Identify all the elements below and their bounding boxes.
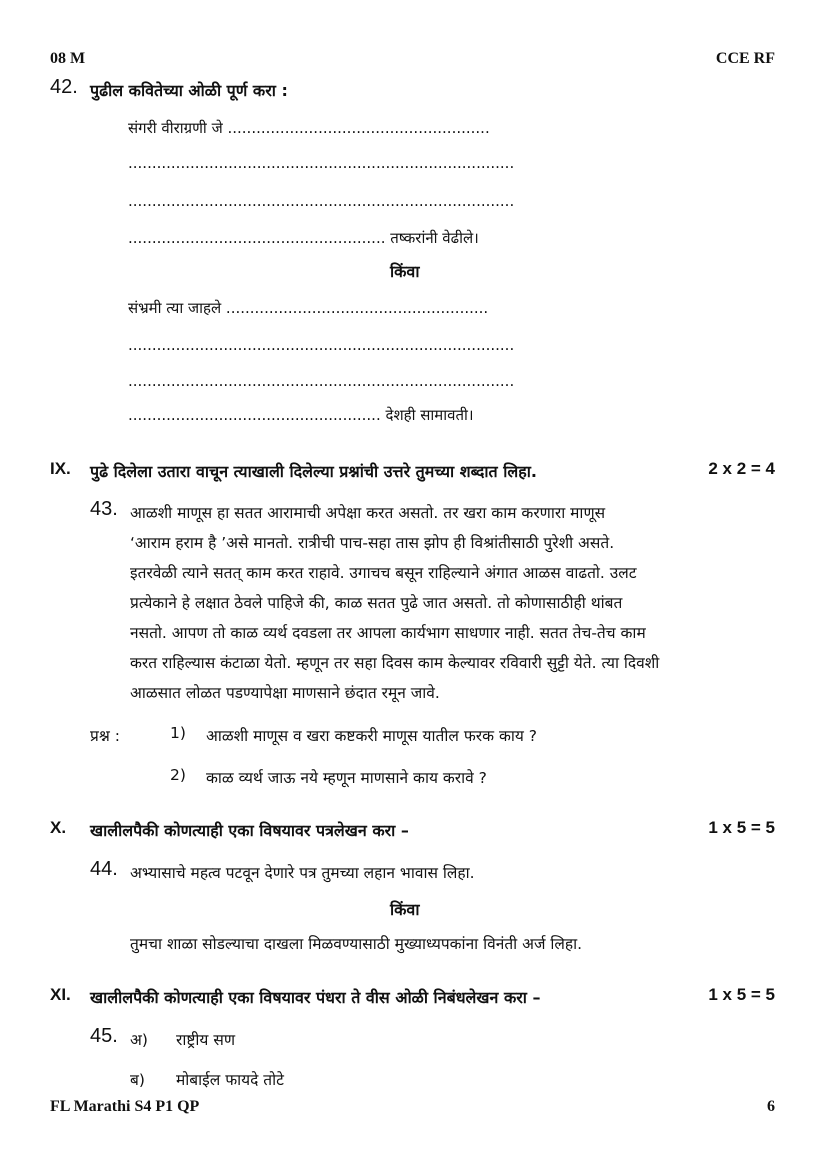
q43-number: 43. (90, 498, 118, 520)
prashna-label: प्रश्न : (90, 727, 120, 745)
section-11-number: XI. (50, 985, 71, 1004)
section-9-title: पुढे दिलेला उतारा वाचून त्याखाली दिलेल्या प्रश्नांची उत्तरे तुमच्या शब्दात लिहा. (90, 462, 537, 481)
section-10-number: X. (50, 818, 67, 837)
page-number: 6 (767, 1098, 775, 1115)
poem2-line: ................................................................................. (128, 336, 515, 354)
poem1-line: ................................................................................. (128, 154, 515, 172)
poem1-line: संगरी वीराग्रणी जे ....................................................... (128, 119, 490, 137)
question-number: 2) (170, 766, 186, 784)
passage-line: आळशी माणूस हा सतत आरामाची अपेक्षा करत असतो. तर खरा काम करणारा माणूस (130, 504, 606, 522)
section-10-title: खालीलपैकी कोणत्याही एका विषयावर पत्रलेखन करा – (90, 821, 409, 840)
header-series: CCE RF (715, 50, 775, 67)
poem1-line: ...................................................... तष्करांनी वेढीले। (128, 229, 479, 247)
section-10-marks: 1 x 5 = 5 (708, 818, 775, 837)
poem2-line: ................................................................................. (128, 372, 515, 390)
essay-option-text: मोबाईल फायदे तोटे (176, 1071, 284, 1089)
footer-paper-code: FL Marathi S4 P1 QP (50, 1098, 200, 1115)
section-9-number: IX. (50, 459, 71, 478)
passage-line: नसतो. आपण तो काळ व्यर्थ दवडला तर आपला कार्यभाग साधणार नाही. सतत तेच-तेच काम (130, 624, 646, 642)
q42-number: 42. (50, 76, 78, 98)
question-number: 1) (170, 724, 186, 742)
q42-instruction: पुढील कवितेच्या ओळी पूर्ण करा : (90, 81, 288, 100)
poem2-line: ..................................................... देशही सामावती। (128, 406, 474, 424)
essay-option-text: राष्ट्रीय सण (176, 1031, 236, 1049)
section-9-marks: 2 x 2 = 4 (708, 459, 775, 478)
letter-option-2: तुमचा शाळा सोडल्याचा दाखला मिळवण्यासाठी मुख्याध्यपकांना विनंती अर्ज लिहा. (130, 935, 583, 953)
passage-line: आळसात लोळत पडण्यापेक्षा माणसाने छंदात रमून जावे. (130, 684, 440, 702)
passage-line: इतरवेळी त्याने सतत् काम करत राहावे. उगाचच बसून राहिल्याने अंगात आळस वाढतो. उलट (130, 564, 637, 582)
essay-option-label: ब) (130, 1071, 145, 1089)
section-11-marks: 1 x 5 = 5 (708, 985, 775, 1004)
q44-number: 44. (90, 858, 118, 880)
essay-option-label: अ) (130, 1031, 148, 1049)
passage-line: ‘आराम हराम है ’असे मानतो. रात्रीची पाच-सहा तास झोप ही विश्रांतीसाठी पुरेशी असते. (130, 534, 615, 552)
or-label: किंवा (390, 262, 420, 281)
question-text: काळ व्यर्थ जाऊ नये म्हणून माणसाने काय करावे ? (206, 769, 487, 787)
poem2-line: संभ्रमी त्या जाहले ....................................................... (128, 299, 489, 317)
passage-line: प्रत्येकाने हे लक्षात ठेवले पाहिजे की, काळ सतत पुढे जात असतो. तो कोणासाठीही थांबत (130, 594, 623, 612)
section-11-title: खालीलपैकी कोणत्याही एका विषयावर पंधरा ते वीस ओळी निबंधलेखन करा – (90, 988, 541, 1007)
header-code: 08 M (50, 50, 86, 67)
passage-line: करत राहिल्यास कंटाळा येतो. म्हणून तर सहा दिवस काम केल्यावर रविवारी सुट्टी येते. त्या दिवशी (130, 654, 660, 672)
letter-option-1: अभ्यासाचे महत्व पटवून देणारे पत्र तुमच्या लहान भावास लिहा. (130, 864, 475, 882)
poem1-line: ................................................................................. (128, 192, 515, 210)
or-label: किंवा (390, 900, 420, 919)
question-text: आळशी माणूस व खरा कष्टकरी माणूस यातील फरक काय ? (206, 727, 538, 745)
q45-number: 45. (90, 1025, 118, 1047)
